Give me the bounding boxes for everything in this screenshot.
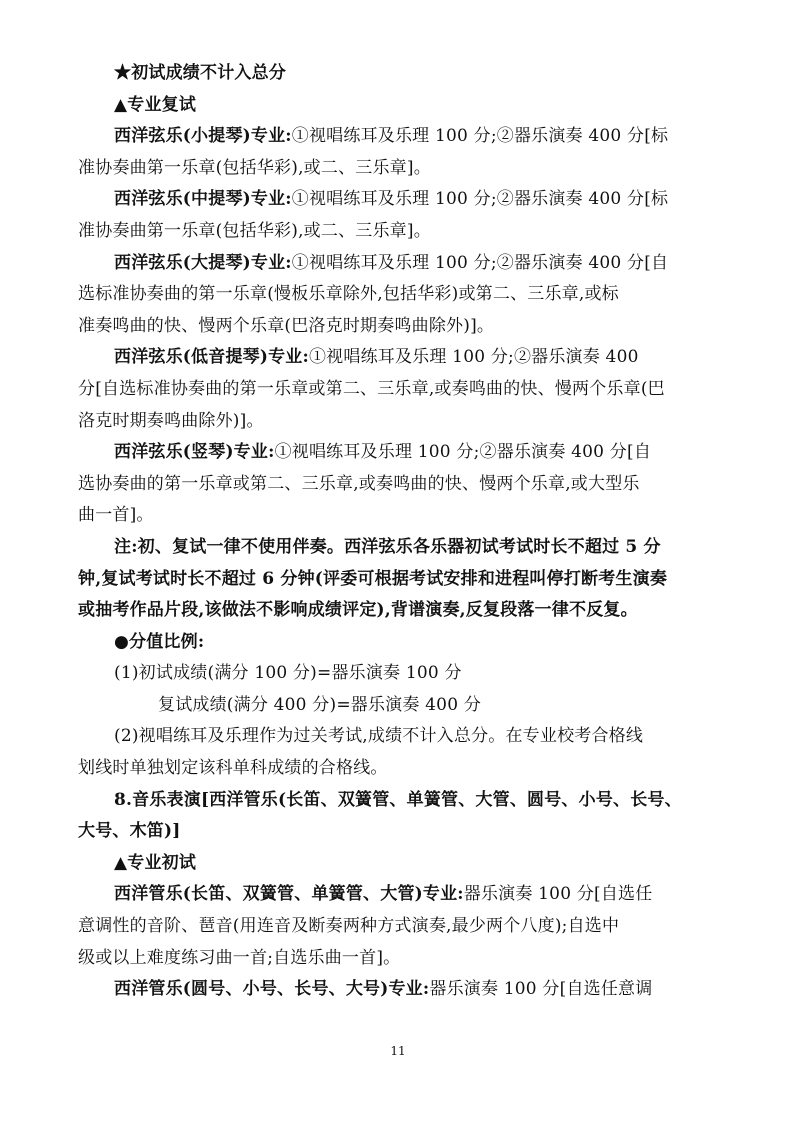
line-2-bold: ▲专业复试 <box>114 94 197 115</box>
line-9-text: 准奏鸣曲的快、慢两个乐章(巴洛克时期奏鸣曲除外)]。 <box>78 315 495 336</box>
line-15 <box>78 500 718 532</box>
line-13-text: ①视唱练耳及乐理 100 分;②器乐演奏 400 分[自 <box>274 442 652 463</box>
line-5 <box>78 184 718 216</box>
line-14 <box>78 469 718 501</box>
line-30 <box>78 974 718 1006</box>
line-26 <box>78 848 718 880</box>
line-22-text: (2)视唱练耳及乐理作为过关考试,成绩不计入总分。在专业校考合格线 <box>114 726 644 747</box>
line-8 <box>78 279 718 311</box>
line-20 <box>78 658 718 690</box>
line-26-bold: ▲专业初试 <box>114 852 197 873</box>
line-13-bold: 西洋弦乐(竖琴)专业: <box>114 442 275 463</box>
line-3 <box>78 121 718 153</box>
line-24 <box>78 785 718 817</box>
line-17-bold: 钟,复试考试时长不超过 6 分钟(评委可根据考试安排和进程叫停打断考生演奏 <box>78 568 668 589</box>
line-10-bold: 西洋弦乐(低音提琴)专业: <box>114 347 309 368</box>
line-9 <box>78 311 718 343</box>
line-22 <box>78 721 718 753</box>
line-19 <box>78 627 718 659</box>
line-1-bold: ★初试成绩不计入总分 <box>114 63 286 83</box>
line-30-bold: 西洋管乐(圆号、小号、长号、大号)专业: <box>114 979 430 1000</box>
line-7-bold: 西洋弦乐(大提琴)专业: <box>114 252 292 273</box>
line-28-text: 意调性的音阶、琶音(用连音及断奏两种方式演奏,最少两个八度);自选中 <box>78 916 620 937</box>
line-5-text: ①视唱练耳及乐理 100 分;②器乐演奏 400 分[标 <box>291 189 669 210</box>
line-18-bold: 或抽考作品片段,该做法不影响成绩评定),背谱演奏,反复段落一律不反复。 <box>78 600 638 621</box>
line-4-text: 准协奏曲第一乐章(包括华彩),或二、三乐章]。 <box>78 157 431 178</box>
line-24-bold: 8.音乐表演[西洋管乐(长笛、双簧管、单簧管、大管、圆号、小号、长号、 <box>114 789 682 810</box>
line-30-text: 器乐演奏 100 分[自选任意调 <box>429 979 653 1000</box>
line-8-text: 选标准协奏曲的第一乐章(慢板乐章除外,包括华彩)或第二、三乐章,或标 <box>78 284 619 305</box>
line-19-bold: ●分值比例: <box>114 631 205 652</box>
line-11 <box>78 374 718 406</box>
line-28 <box>78 911 718 943</box>
line-16-bold: 注:初、复试一律不使用伴奏。西洋弦乐各乐器初试考试时长不超过 5 分 <box>114 536 661 557</box>
line-7 <box>78 248 718 280</box>
line-6-text: 准协奏曲第一乐章(包括华彩),或二、三乐章]。 <box>78 220 431 241</box>
line-4 <box>78 153 718 185</box>
line-25-bold: 大号、木笛)] <box>78 821 181 842</box>
line-10-text: ①视唱练耳及乐理 100 分;②器乐演奏 400 <box>308 347 639 368</box>
line-16 <box>78 532 718 564</box>
line-12-text: 洛克时期奏鸣曲除外)]。 <box>78 410 264 431</box>
line-27-text: 器乐演奏 100 分[自选任 <box>463 884 653 905</box>
line-6 <box>78 216 718 248</box>
line-13 <box>78 437 718 469</box>
line-15-text: 曲一首]。 <box>78 505 154 526</box>
line-29 <box>78 943 718 975</box>
line-29-text: 级或以上难度练习曲一首;自选乐曲一首]。 <box>78 947 401 968</box>
line-20-text: (1)初试成绩(满分 100 分)=器乐演奏 100 分 <box>114 663 462 684</box>
line-14-text: 选协奏曲的第一乐章或第二、三乐章,或奏鸣曲的快、慢两个乐章,或大型乐 <box>78 473 640 494</box>
line-18 <box>78 595 718 627</box>
line-5-bold: 西洋弦乐(中提琴)专业: <box>114 189 292 210</box>
line-10 <box>78 342 718 374</box>
line-3-text: ①视唱练耳及乐理 100 分;②器乐演奏 400 分[标 <box>291 126 669 147</box>
line-11-text: 分[自选标准协奏曲的第一乐章或第二、三乐章,或奏鸣曲的快、慢两个乐章(巴 <box>78 378 665 399</box>
line-17 <box>78 564 718 596</box>
line-21-text: 复试成绩(满分 400 分)=器乐演奏 400 分 <box>158 694 482 715</box>
line-25 <box>78 816 718 848</box>
line-27-bold: 西洋管乐(长笛、双簧管、单簧管、大管)专业: <box>114 884 464 905</box>
line-23 <box>78 753 718 785</box>
page-number: 11 <box>390 1044 406 1058</box>
line-1 <box>78 58 718 90</box>
line-23-text: 划线时单独划定该科单科成绩的合格线。 <box>78 758 388 779</box>
line-7-text: ①视唱练耳及乐理 100 分;②器乐演奏 400 分[自 <box>291 252 669 273</box>
line-27 <box>78 879 718 911</box>
line-2 <box>78 90 718 122</box>
line-3-bold: 西洋弦乐(小提琴)专业: <box>114 126 292 147</box>
line-12 <box>78 406 718 438</box>
line-21 <box>78 690 718 722</box>
